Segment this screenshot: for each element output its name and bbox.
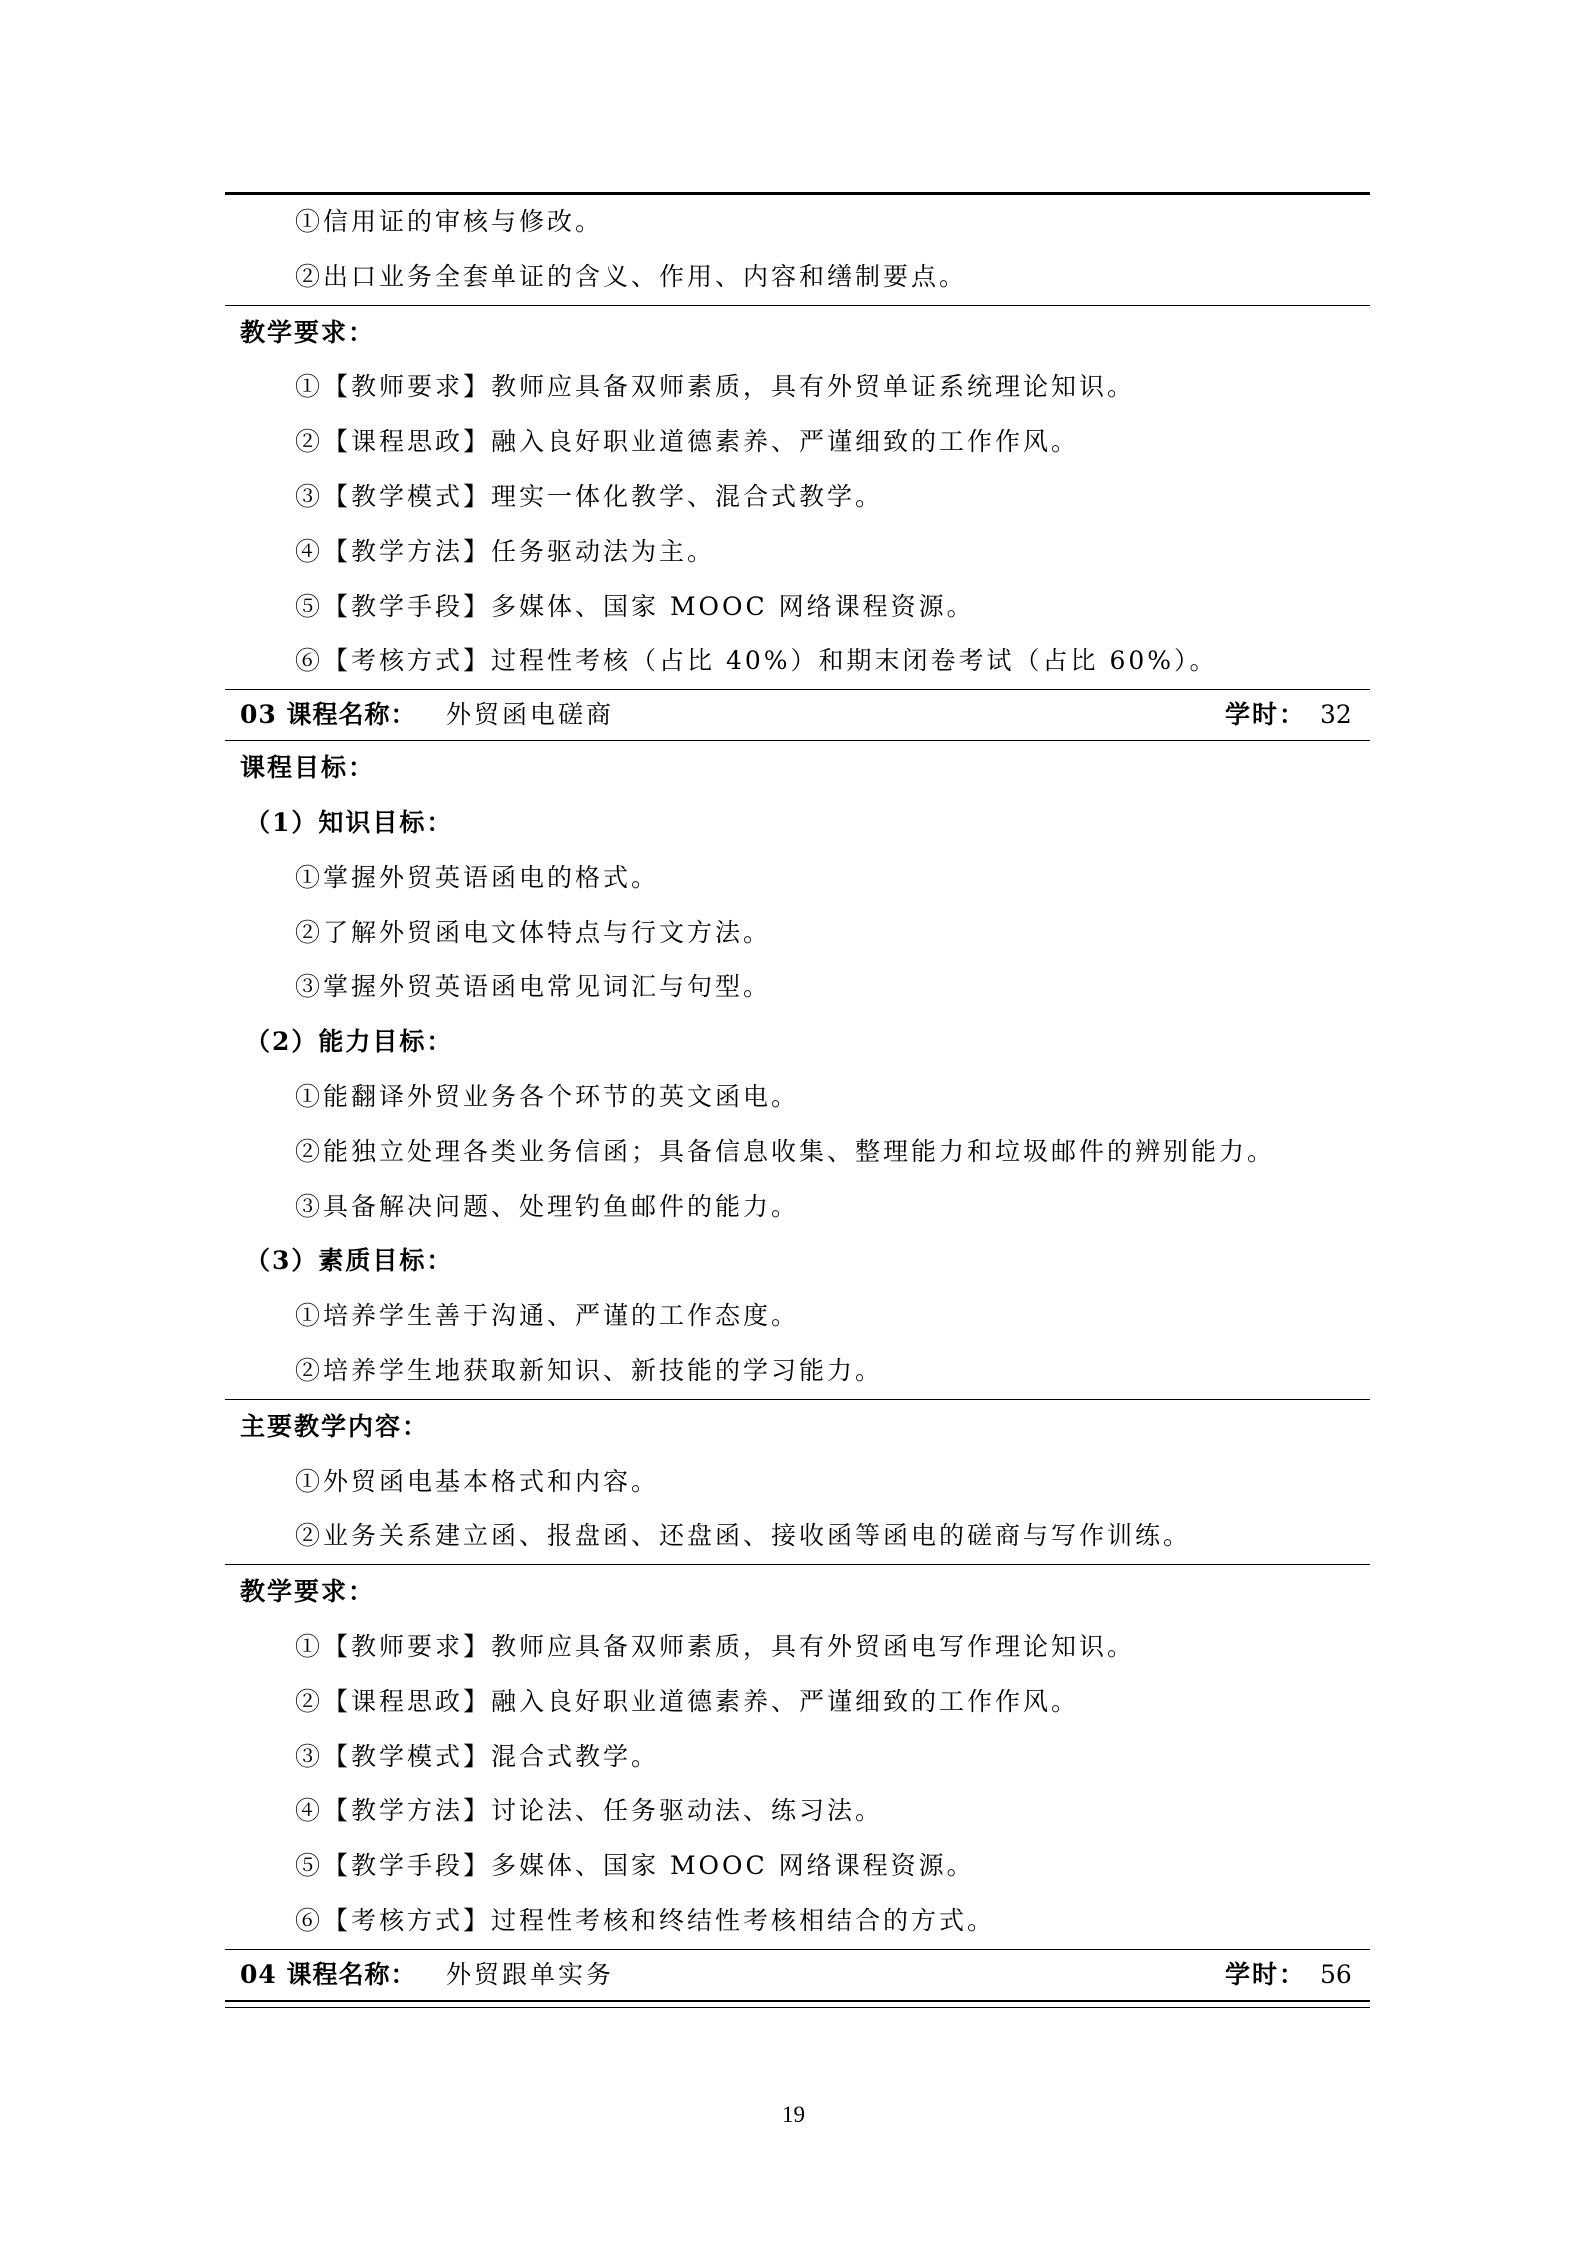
goal-item: ②培养学生地获取新知识、新技能的学习能力。 [295, 1355, 884, 1385]
course-name: 外贸跟单实务 [446, 1959, 615, 1989]
subheading-quality: （3）素质目标： [245, 1246, 454, 1276]
course-name: 外贸函电磋商 [446, 700, 615, 730]
goal-item: ③具备解决问题、处理钓鱼邮件的能力。 [295, 1191, 800, 1221]
course-header-04 [225, 1950, 1370, 2000]
course-table [225, 192, 1370, 2008]
course-header-03 [225, 690, 1370, 740]
requirement-item: ④【教学方法】讨论法、任务驱动法、练习法。 [295, 1796, 884, 1826]
content-item: ①外贸函电基本格式和内容。 [295, 1466, 660, 1496]
goal-item: ①掌握外贸英语函电的格式。 [295, 862, 660, 892]
requirement-item: ⑤【教学手段】多媒体、国家 MOOC 网络课程资源。 [295, 591, 975, 621]
requirement-item: ②【课程思政】融入良好职业道德素养、严谨细致的工作作风。 [295, 427, 1080, 457]
goal-item: ②了解外贸函电文体特点与行文方法。 [295, 917, 772, 947]
goal-item: ①培养学生善于沟通、严谨的工作态度。 [295, 1301, 800, 1331]
content-item: ①信用证的审核与修改。 [295, 207, 604, 236]
requirement-item: ①【教师要求】教师应具备双师素质，具有外贸单证系统理论知识。 [295, 372, 1136, 402]
subheading-knowledge: （1）知识目标： [245, 807, 454, 837]
table-bottom-rule [225, 2000, 1370, 2008]
goal-item: ②能独立处理各类业务信函；具备信息收集、整理能力和垃圾邮件的辨别能力。 [295, 1136, 1276, 1166]
requirement-item: ③【教学模式】混合式教学。 [295, 1741, 660, 1771]
requirement-item: ③【教学模式】理实一体化教学、混合式教学。 [295, 481, 884, 511]
goal-item: ③掌握外贸英语函电常见词汇与句型。 [295, 972, 772, 1002]
section-heading-requirements: 教学要求： [240, 1577, 376, 1607]
course-number-label: 03 课程名称： [240, 700, 417, 730]
requirement-item: ④【教学方法】任务驱动法为主。 [295, 536, 716, 566]
hours-value: 32 [1320, 700, 1352, 730]
requirement-item: ⑥【考核方式】过程性考核（占比 40%）和期末闭卷考试（占比 60%）。 [295, 646, 1218, 676]
content-item: ②出口业务全套单证的含义、作用、内容和缮制要点。 [295, 261, 968, 291]
subheading-ability: （2）能力目标： [245, 1027, 454, 1057]
requirement-item: ⑤【教学手段】多媒体、国家 MOOC 网络课程资源。 [295, 1851, 975, 1881]
hours-value: 56 [1320, 1959, 1352, 1989]
hours-label: 学时： [1225, 1959, 1307, 1989]
section-heading-goals: 课程目标： [240, 753, 376, 783]
page-number: 19 [782, 2102, 805, 2127]
hours-label: 学时： [1225, 700, 1307, 730]
section-heading-requirements: 教学要求： [240, 317, 376, 347]
requirement-item: ⑥【考核方式】过程性考核和终结性考核相结合的方式。 [295, 1905, 996, 1935]
content-item: ②业务关系建立函、报盘函、还盘函、接收函等函电的磋商与写作训练。 [295, 1521, 1192, 1551]
course-number-label: 04 课程名称： [240, 1959, 417, 1989]
section-heading-content: 主要教学内容： [240, 1411, 430, 1441]
requirement-item: ②【课程思政】融入良好职业道德素养、严谨细致的工作作风。 [295, 1686, 1080, 1716]
requirement-item: ①【教师要求】教师应具备双师素质，具有外贸函电写作理论知识。 [295, 1631, 1136, 1661]
goal-item: ①能翻译外贸业务各个环节的英文函电。 [295, 1081, 800, 1111]
